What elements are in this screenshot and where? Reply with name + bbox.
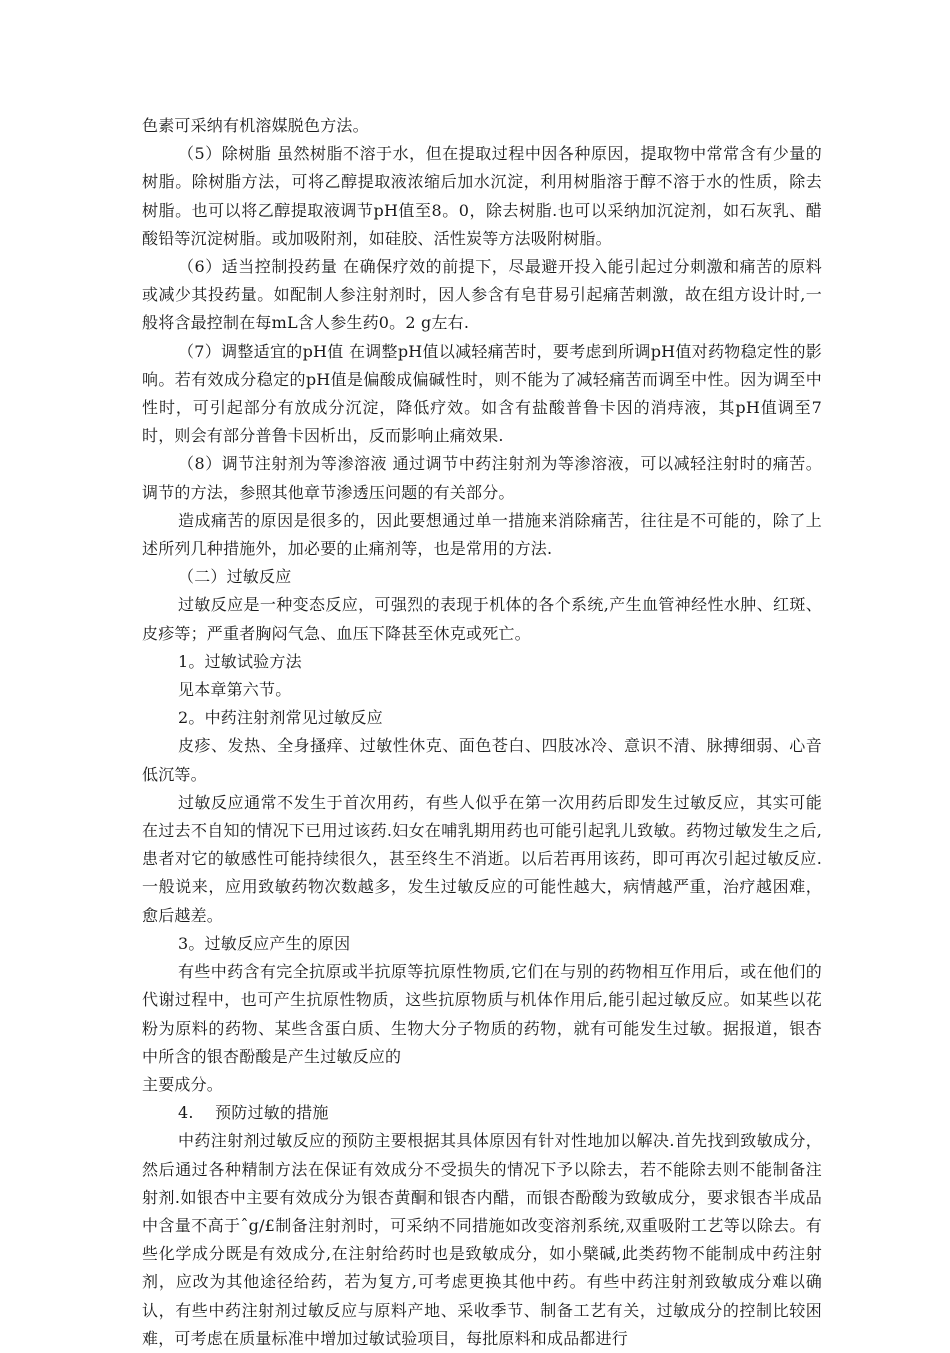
paragraph: （8）调节注射剂为等渗溶液 通过调节中药注射剂为等渗溶液，可以减轻注射时的痛苦。调节的方法，参照其他章节渗透压问题的有关部分。 — [142, 454, 822, 502]
document-body — [142, 112, 822, 1353]
paragraph: 过敏反应通常不发生于首次用药，有些人似乎在第一次用药后即发生过敏反应，其实可能在过去不自知的情况下已用过该药.妇女在哺乳期用药也可能引起乳儿致敏。药物过敏发生之后,患者对它的敏感性可能持续很久，甚至终生不消逝。以后若再用该药，即可再次引起过敏反应.一般说来，应用致敏药物次数越多，发生过敏反应的可能性越大，病情越严重，治疗越困难，愈后越差。 — [142, 792, 822, 925]
subsection-heading: 4. 预防过敏的措施 — [178, 1103, 329, 1123]
section-heading: （二）过敏反应 — [178, 567, 292, 587]
subsection-heading: 1。过敏试验方法 — [178, 651, 302, 671]
paragraph: 见本章第六节。 — [178, 680, 292, 700]
paragraph: 有些中药含有完全抗原或半抗原等抗原性物质,它们在与别的药物相互作用后，或在他们的代谢过程中，也可产生抗原性物质，这些抗原物质与机体作用后,能引起过敏反应。如某些以花粉为原料的药物、某些含蛋白质、生物大分子物质的药物，就有可能发生过敏。据报道，银杏中所含的银杏酚酸是产生过敏反应的 — [142, 962, 822, 1066]
paragraph: 造成痛苦的原因是很多的，因此要想通过单一措施来消除痛苦，往往是不可能的，除了上述所列几种措施外，加必要的止痛剂等，也是常用的方法. — [142, 510, 822, 559]
paragraph: 色素可采纳有机溶媒脱色方法。 — [142, 116, 369, 135]
subsection-heading: 3。过敏反应产生的原因 — [178, 933, 351, 953]
paragraph: 皮疹、发热、全身搔痒、过敏性休克、面色苍白、四肢冰冷、意识不清、脉搏细弱、心音低沉等。 — [142, 736, 822, 784]
paragraph: 中药注射剂过敏反应的预防主要根据其具体原因有针对性地加以解决.首先找到致敏成分，然后通过各种精制方法在保证有效成分不受损失的情况下予以除去，若不能除去则不能制备注射剂.如银杏中主要有效成分为银杏黄酮和银杏内醋，而银杏酚酸为致敏成分，要求银杏半成品中含量不高于ˆg/£制备注射剂时，可采纳不同措施如改变溶剂系统,双重吸附工艺等以除去。有些化学成分既是有效成分,在注射给药时也是致敏成分，如小檗碱,此类药物不能制成中药注射剂，应改为其他途径给药，若为复方,可考虑更换其他中药。有些中药注射剂致敏成分难以确认，有些中药注射剂过敏反应与原料产地、采收季节、制备工艺有关，过敏成分的控制比较困难，可考虑在质量标准中增加过敏试验项目，每批原料和成品都进行 — [142, 1131, 822, 1348]
paragraph: （5）除树脂 虽然树脂不溶于水，但在提取过程中因各种原因，提取物中常常含有少量的树脂。除树脂方法，可将乙醇提取液浓缩后加水沉淀，利用树脂溶于醇不溶于水的性质，除去树脂。也可以将乙醇提取液调节pH值至8。0，除去树脂.也可以采纳加沉淀剂，如石灰乳、醋酸铅等沉淀树脂。或加吸附剂，如硅胶、活性炭等方法吸附树脂。 — [142, 144, 822, 248]
paragraph: 主要成分。 — [142, 1074, 224, 1094]
paragraph: （6）适当控制投药量 在确保疗效的前提下，尽最避开投入能引起过分刺激和痛苦的原料或减少其投药量。如配制人参注射剂时，因人参含有皂苷易引起痛苦刺激，故在组方设计时,一般将含最控制在每mL含人参生药0。2 g左右. — [142, 257, 822, 333]
paragraph: （7）调整适宜的pH值 在调整pH值以减轻痛苦时，要考虑到所调pH值对药物稳定性的影响。若有效成分稳定的pH值是偏酸成偏碱性时，则不能为了减轻痛苦而调至中性。因为调至中性时，可引起部分有放成分沉淀，降低疗效。如含有盐酸普鲁卡因的消痔液，其pH值调至7时，则会有部分普鲁卡因析出，反而影响止痛效果. — [142, 341, 822, 446]
paragraph: 过敏反应是一种变态反应，可强烈的表现于机体的各个系统,产生血管神经性水肿、红斑、皮疹等；严重者胸闷气急、血压下降甚至休克或死亡。 — [142, 595, 822, 643]
subsection-heading: 2。中药注射剂常见过敏反应 — [178, 708, 383, 728]
